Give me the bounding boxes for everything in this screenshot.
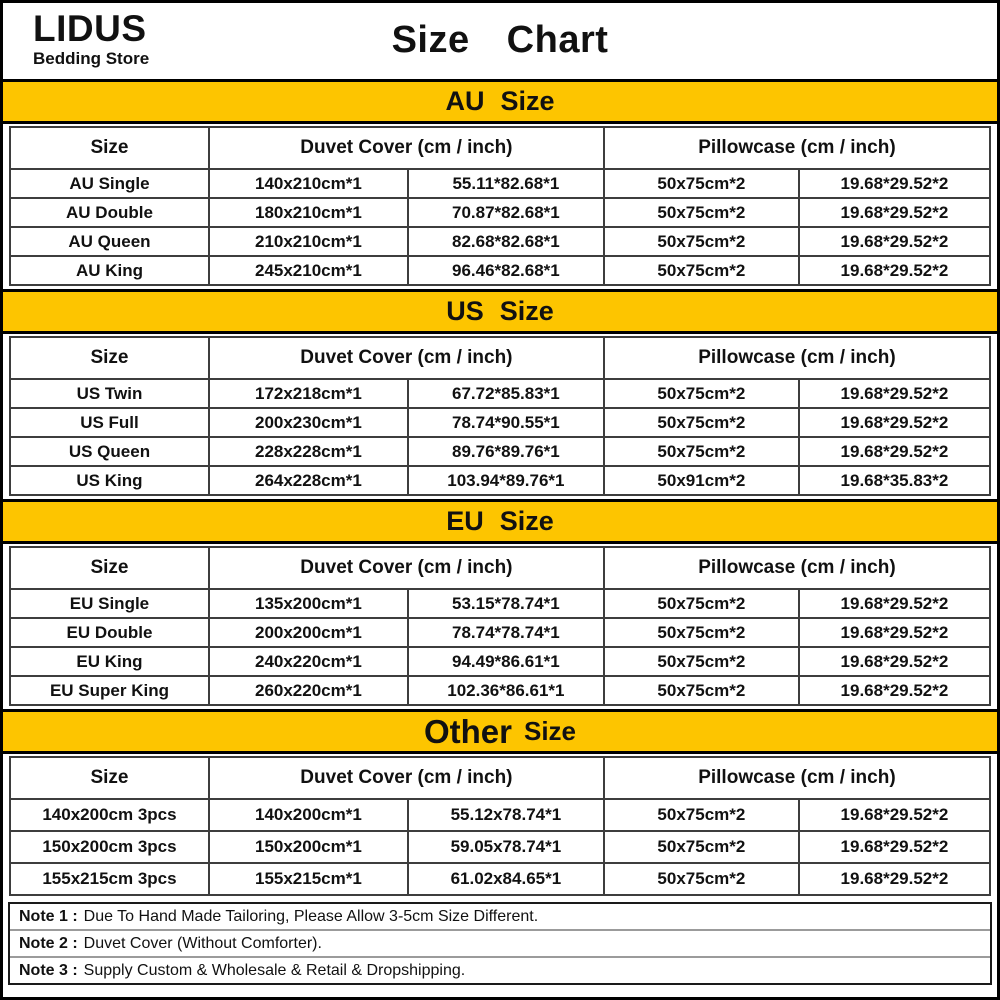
cell-pillow-inch: 19.68*29.52*2 bbox=[799, 437, 990, 466]
note-label: Note 3 : bbox=[19, 961, 78, 979]
cell-duvet-inch: 59.05x78.74*1 bbox=[408, 831, 604, 863]
cell-size: US Twin bbox=[10, 379, 209, 408]
col-header-duvet: Duvet Cover (cm / inch) bbox=[209, 757, 604, 799]
banner-region-label: US bbox=[446, 296, 484, 326]
banner-other-size bbox=[3, 709, 997, 754]
other-table-wrap bbox=[3, 754, 997, 899]
banner-region-label: EU bbox=[446, 506, 484, 536]
col-header-pillowcase: Pillowcase (cm / inch) bbox=[604, 337, 990, 379]
cell-duvet-inch: 55.12x78.74*1 bbox=[408, 799, 604, 831]
note-row bbox=[10, 958, 990, 983]
note-text: Duvet Cover (Without Comforter). bbox=[83, 934, 322, 952]
table-row bbox=[10, 647, 990, 676]
cell-size: 150x200cm 3pcs bbox=[10, 831, 209, 863]
table-header-row bbox=[10, 547, 990, 589]
note-row bbox=[10, 931, 990, 958]
cell-pillow-inch: 19.68*29.52*2 bbox=[799, 379, 990, 408]
col-header-size: Size bbox=[10, 547, 209, 589]
cell-pillow-cm: 50x75cm*2 bbox=[604, 169, 799, 198]
cell-pillow-inch: 19.68*29.52*2 bbox=[799, 198, 990, 227]
col-header-duvet: Duvet Cover (cm / inch) bbox=[209, 337, 604, 379]
page-header bbox=[3, 3, 997, 79]
cell-pillow-inch: 19.68*29.52*2 bbox=[799, 227, 990, 256]
cell-size: US Full bbox=[10, 408, 209, 437]
banner-us-size bbox=[3, 289, 997, 334]
logo-name: LIDUS bbox=[33, 8, 147, 49]
cell-duvet-cm: 240x220cm*1 bbox=[209, 647, 408, 676]
cell-pillow-cm: 50x91cm*2 bbox=[604, 466, 799, 495]
cell-size: 140x200cm 3pcs bbox=[10, 799, 209, 831]
cell-size: EU Super King bbox=[10, 676, 209, 705]
cell-duvet-cm: 140x210cm*1 bbox=[209, 169, 408, 198]
cell-size: EU Single bbox=[10, 589, 209, 618]
col-header-duvet: Duvet Cover (cm / inch) bbox=[209, 127, 604, 169]
eu-size-table bbox=[9, 546, 991, 706]
table-row bbox=[10, 227, 990, 256]
cell-size: EU Double bbox=[10, 618, 209, 647]
table-row bbox=[10, 256, 990, 285]
cell-pillow-inch: 19.68*29.52*2 bbox=[799, 676, 990, 705]
cell-duvet-inch: 53.15*78.74*1 bbox=[408, 589, 604, 618]
page-title: Size Chart bbox=[391, 19, 609, 61]
cell-size: US Queen bbox=[10, 437, 209, 466]
note-text: Supply Custom & Wholesale & Retail & Dropshipping. bbox=[83, 961, 466, 979]
cell-duvet-inch: 102.36*86.61*1 bbox=[408, 676, 604, 705]
cell-pillow-cm: 50x75cm*2 bbox=[604, 676, 799, 705]
cell-size: AU Double bbox=[10, 198, 209, 227]
note-label: Note 1 : bbox=[19, 907, 78, 925]
table-header-row bbox=[10, 127, 990, 169]
cell-duvet-inch: 78.74*78.74*1 bbox=[408, 618, 604, 647]
cell-duvet-cm: 172x218cm*1 bbox=[209, 379, 408, 408]
cell-duvet-cm: 200x230cm*1 bbox=[209, 408, 408, 437]
cell-pillow-cm: 50x75cm*2 bbox=[604, 227, 799, 256]
table-header-row bbox=[10, 337, 990, 379]
cell-pillow-cm: 50x75cm*2 bbox=[604, 799, 799, 831]
table-row bbox=[10, 618, 990, 647]
cell-pillow-cm: 50x75cm*2 bbox=[604, 437, 799, 466]
table-row bbox=[10, 198, 990, 227]
cell-size: US King bbox=[10, 466, 209, 495]
cell-duvet-cm: 264x228cm*1 bbox=[209, 466, 408, 495]
table-header-row bbox=[10, 757, 990, 799]
col-header-size: Size bbox=[10, 337, 209, 379]
table-row bbox=[10, 799, 990, 831]
cell-duvet-cm: 228x228cm*1 bbox=[209, 437, 408, 466]
cell-duvet-inch: 82.68*82.68*1 bbox=[408, 227, 604, 256]
cell-pillow-inch: 19.68*29.52*2 bbox=[799, 589, 990, 618]
cell-duvet-inch: 61.02x84.65*1 bbox=[408, 863, 604, 895]
cell-size: 155x215cm 3pcs bbox=[10, 863, 209, 895]
cell-pillow-cm: 50x75cm*2 bbox=[604, 256, 799, 285]
cell-duvet-cm: 135x200cm*1 bbox=[209, 589, 408, 618]
cell-size: AU King bbox=[10, 256, 209, 285]
table-row bbox=[10, 863, 990, 895]
cell-pillow-cm: 50x75cm*2 bbox=[604, 379, 799, 408]
cell-duvet-cm: 260x220cm*1 bbox=[209, 676, 408, 705]
other-size-table bbox=[9, 756, 991, 896]
us-size-table bbox=[9, 336, 991, 496]
col-header-pillowcase: Pillowcase (cm / inch) bbox=[604, 127, 990, 169]
cell-pillow-cm: 50x75cm*2 bbox=[604, 408, 799, 437]
table-row bbox=[10, 379, 990, 408]
cell-pillow-cm: 50x75cm*2 bbox=[604, 618, 799, 647]
cell-pillow-inch: 19.68*29.52*2 bbox=[799, 863, 990, 895]
cell-duvet-cm: 200x200cm*1 bbox=[209, 618, 408, 647]
cell-duvet-inch: 94.49*86.61*1 bbox=[408, 647, 604, 676]
cell-pillow-inch: 19.68*29.52*2 bbox=[799, 256, 990, 285]
us-table-wrap bbox=[3, 334, 997, 499]
cell-duvet-inch: 70.87*82.68*1 bbox=[408, 198, 604, 227]
cell-pillow-cm: 50x75cm*2 bbox=[604, 589, 799, 618]
eu-table-wrap bbox=[3, 544, 997, 709]
cell-duvet-inch: 103.94*89.76*1 bbox=[408, 466, 604, 495]
notes-box bbox=[8, 902, 992, 985]
banner-size-label: Size bbox=[500, 86, 555, 116]
logo-subtitle: Bedding Store bbox=[33, 49, 150, 68]
banner-size-label: Size bbox=[499, 506, 554, 536]
cell-pillow-inch: 19.68*29.52*2 bbox=[799, 831, 990, 863]
table-row bbox=[10, 831, 990, 863]
table-row bbox=[10, 169, 990, 198]
cell-duvet-inch: 96.46*82.68*1 bbox=[408, 256, 604, 285]
cell-duvet-cm: 180x210cm*1 bbox=[209, 198, 408, 227]
au-size-table bbox=[9, 126, 991, 286]
col-header-size: Size bbox=[10, 127, 209, 169]
cell-size: AU Single bbox=[10, 169, 209, 198]
au-table-wrap bbox=[3, 124, 997, 289]
cell-duvet-cm: 155x215cm*1 bbox=[209, 863, 408, 895]
cell-duvet-cm: 140x200cm*1 bbox=[209, 799, 408, 831]
cell-duvet-cm: 150x200cm*1 bbox=[209, 831, 408, 863]
cell-duvet-inch: 89.76*89.76*1 bbox=[408, 437, 604, 466]
cell-duvet-cm: 245x210cm*1 bbox=[209, 256, 408, 285]
col-header-pillowcase: Pillowcase (cm / inch) bbox=[604, 547, 990, 589]
table-row bbox=[10, 466, 990, 495]
table-row bbox=[10, 589, 990, 618]
cell-pillow-cm: 50x75cm*2 bbox=[604, 831, 799, 863]
cell-duvet-inch: 78.74*90.55*1 bbox=[408, 408, 604, 437]
col-header-duvet: Duvet Cover (cm / inch) bbox=[209, 547, 604, 589]
note-row bbox=[10, 904, 990, 931]
cell-pillow-inch: 19.68*29.52*2 bbox=[799, 408, 990, 437]
cell-size: AU Queen bbox=[10, 227, 209, 256]
cell-size: EU King bbox=[10, 647, 209, 676]
cell-duvet-cm: 210x210cm*1 bbox=[209, 227, 408, 256]
banner-au-size bbox=[3, 79, 997, 124]
cell-pillow-cm: 50x75cm*2 bbox=[604, 647, 799, 676]
banner-size-label: Size bbox=[523, 716, 577, 746]
col-header-size: Size bbox=[10, 757, 209, 799]
banner-region-label: Other bbox=[423, 712, 512, 750]
note-label: Note 2 : bbox=[19, 934, 78, 952]
cell-pillow-inch: 19.68*29.52*2 bbox=[799, 647, 990, 676]
banner-eu-size bbox=[3, 499, 997, 544]
cell-duvet-inch: 67.72*85.83*1 bbox=[408, 379, 604, 408]
cell-pillow-cm: 50x75cm*2 bbox=[604, 198, 799, 227]
cell-pillow-cm: 50x75cm*2 bbox=[604, 863, 799, 895]
banner-size-label: Size bbox=[499, 296, 554, 326]
cell-pillow-inch: 19.68*29.52*2 bbox=[799, 618, 990, 647]
col-header-pillowcase: Pillowcase (cm / inch) bbox=[604, 757, 990, 799]
cell-pillow-inch: 19.68*29.52*2 bbox=[799, 799, 990, 831]
table-row bbox=[10, 676, 990, 705]
cell-duvet-inch: 55.11*82.68*1 bbox=[408, 169, 604, 198]
cell-pillow-inch: 19.68*35.83*2 bbox=[799, 466, 990, 495]
cell-pillow-inch: 19.68*29.52*2 bbox=[799, 169, 990, 198]
table-row bbox=[10, 437, 990, 466]
note-text: Due To Hand Made Tailoring, Please Allow 3-5cm Size Different. bbox=[83, 907, 539, 925]
table-row bbox=[10, 408, 990, 437]
banner-region-label: AU bbox=[445, 86, 485, 116]
